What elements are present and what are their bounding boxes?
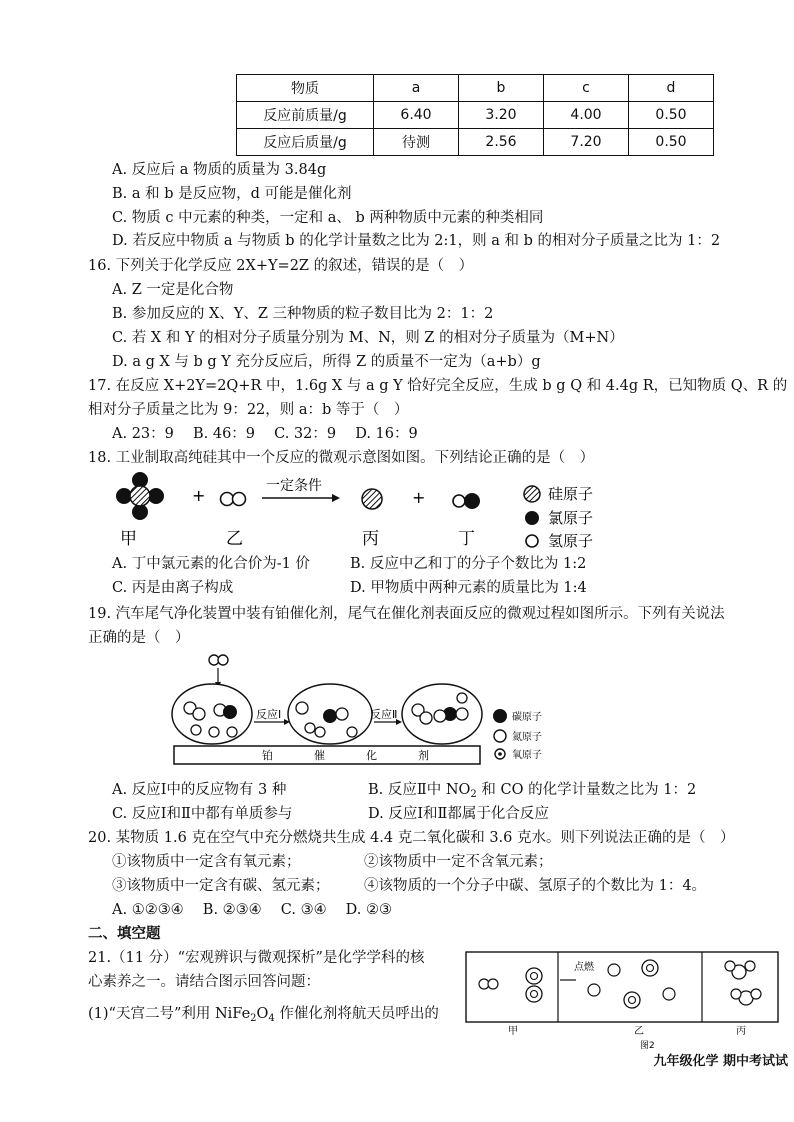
catalyst-label-3: 化 — [366, 749, 377, 762]
q18-reaction-diagram — [100, 472, 660, 552]
legend-o: 氧原子 — [512, 750, 542, 761]
table-header: d — [629, 75, 714, 102]
table-row — [237, 129, 714, 156]
q18-option-c: C. 丙是由离子构成 — [112, 580, 234, 596]
table-cell: 7.20 — [544, 129, 629, 156]
legend-cl: 氯原子 — [548, 509, 594, 527]
molecule-bing — [362, 489, 382, 509]
q17-stem-line2: 相对分子质量之比为 9：22，则 a：b 等于（ ） — [88, 402, 409, 418]
q21-line3: (1)“天宫二号”利用 $NiFe_2O_4$ 作催化剂将航天员呼出的 — [88, 1006, 439, 1024]
fig-arrow-label: 点燃 — [574, 962, 594, 973]
plus-sign: + — [192, 486, 206, 505]
q20-options: A. ①②③④ B. ②③④ C. ③④ D. ②③ — [112, 902, 393, 918]
q18-option-d: D. 甲物质中两种元素的质量比为 1:4 — [350, 580, 587, 596]
catalyst-label-1: 铂 — [262, 749, 273, 762]
q16-option-a: A. Z 一定是化合物 — [112, 282, 234, 298]
molecule-ding — [453, 493, 480, 509]
catalyst-bar — [174, 746, 480, 764]
table-cell: 待测 — [374, 129, 459, 156]
q21-figure — [464, 950, 782, 1050]
table-header: c — [544, 75, 629, 102]
legend-c: 碳原子 — [512, 712, 542, 723]
table-cell: 0.50 — [629, 102, 714, 129]
q16-option-c: C. 若 X 和 Y 的相对分子质量分别为 M、N，则 Z 的相对分子质量为（M+N） — [112, 330, 624, 346]
q19-option-b: B. 反应Ⅱ中 $NO_2$ 和 CO 的化学计量数之比为 1：2 — [368, 782, 697, 800]
table-cell: 6.40 — [374, 102, 459, 129]
legend-si: 硅原子 — [548, 485, 594, 503]
q17-options: A. 23：9 B. 46：9 C. 32：9 D. 16：9 — [112, 426, 418, 442]
legend-h-icon — [526, 535, 538, 547]
table-cell: 反应后质量/g — [237, 129, 374, 156]
legend-cl-icon — [525, 511, 539, 525]
reaction-condition: 一定条件 — [266, 478, 322, 494]
q21-line2: 心素养之一。请结合图示回答问题： — [88, 974, 320, 990]
table-header: b — [459, 75, 544, 102]
q15-option-b: B. a 和 b 是反应物，d 可能是催化剂 — [112, 186, 352, 202]
q19-catalyst-diagram — [170, 652, 590, 772]
q20-stem: 20. 某物质 1.6 克在空气中充分燃烧共生成 4.4 克二氧化碳和 3.6 克水。则下列说法正确的是（ ） — [88, 830, 735, 846]
q16-option-b: B. 参加反应的 X、Y、Z 三种物质的粒子数目比为 2：1：2 — [112, 306, 494, 322]
q16-option-d: D. a g X 与 b g Y 充分反应后，所得 Z 的质量不一定为（a+b）g — [112, 354, 541, 370]
molecule-jia — [116, 472, 164, 520]
table-cell: 3.20 — [459, 102, 544, 129]
legend-h: 氢原子 — [548, 532, 594, 550]
table-cell: 4.00 — [544, 102, 629, 129]
mass-table — [236, 74, 714, 156]
table-cell: 0.50 — [629, 129, 714, 156]
page-footer: 九年级化学 期中考试试 — [653, 1054, 788, 1069]
q17-stem-line1: 17. 在反应 X+2Y=2Q+R 中，1.6g X 与 a g Y 恰好完全反应，生成 b g Q 和 4.4g R，已知物质 Q、R 的 — [88, 378, 788, 394]
table-row — [237, 102, 714, 129]
catalyst-label-2: 催 — [314, 749, 325, 762]
q20-statement-1: ①该物质中一定含有氧元素； — [112, 854, 301, 870]
table-header: a — [374, 75, 459, 102]
fig-caption: 图2 — [640, 1041, 655, 1050]
q18-stem: 18. 工业制取高纯硅其中一个反应的微观示意图如图。下列结论正确的是（ ） — [88, 450, 595, 466]
q21-line1: 21.（11 分）“宏观辨识与微观探析”是化学学科的核 — [88, 950, 425, 966]
table-cell: 反应前质量/g — [237, 102, 374, 129]
q18-option-b: B. 反应中乙和丁的分子个数比为 1:2 — [350, 556, 587, 572]
fig-label-bing: 丙 — [736, 1026, 746, 1037]
q15-option-d: D. 若反应中物质 a 与物质 b 的化学计量数之比为 2:1，则 a 和 b 的相对分子质量之比为 1：2 — [112, 233, 721, 249]
label-jia: 甲 — [120, 529, 137, 549]
q19-stem-line2: 正确的是（ ） — [88, 630, 190, 646]
legend-n: 氮原子 — [512, 732, 542, 743]
catalyst-label-4: 剂 — [418, 749, 429, 762]
legend-n-icon — [494, 730, 506, 742]
q20-statement-3: ③该物质中一定含有碳、氢元素； — [112, 878, 330, 894]
table-header: 物质 — [237, 75, 374, 102]
section-heading: 二、填空题 — [88, 925, 161, 942]
label-bing: 丙 — [362, 529, 379, 549]
table-cell: 2.56 — [459, 129, 544, 156]
q19-option-d: D. 反应Ⅰ和Ⅱ都属于化合反应 — [368, 806, 549, 822]
q19-stem-line1: 19. 汽车尾气净化装置中装有铂催化剂，尾气在催化剂表面反应的微观过程如图所示。下列有关说法 — [88, 606, 725, 622]
fig-label-jia: 甲 — [508, 1026, 518, 1037]
table-header-row — [237, 75, 714, 102]
q20-statement-2: ②该物质中一定不含氧元素； — [364, 854, 553, 870]
legend-si-icon — [524, 486, 540, 502]
legend-c-icon — [493, 709, 507, 723]
q19-option-a: A. 反应Ⅰ中的反应物有 3 种 — [112, 782, 287, 798]
label-ding: 丁 — [458, 529, 475, 549]
q18-option-a: A. 丁中氯元素的化合价为-1 价 — [112, 556, 310, 572]
q20-statement-4: ④该物质的一个分子中碳、氢原子的个数比为 1：4。 — [364, 878, 707, 894]
step-1-label: 反应Ⅰ — [256, 708, 282, 721]
molecule-yi — [221, 493, 246, 506]
step-2-label: 反应Ⅱ — [370, 708, 398, 721]
q15-option-a: A. 反应后 a 物质的质量为 3.84g — [112, 162, 327, 178]
q19-option-c: C. 反应Ⅰ和Ⅱ中都有单质参与 — [112, 806, 293, 822]
q16-stem: 16. 下列关于化学反应 2X+Y=2Z 的叙述，错误的是（ ） — [88, 258, 474, 274]
q15-option-c: C. 物质 c 中元素的种类，一定和 a、 b 两种物质中元素的种类相同 — [112, 210, 544, 226]
label-yi: 乙 — [226, 529, 243, 549]
fig-label-yi: 乙 — [634, 1026, 644, 1037]
svg-text:+: + — [412, 488, 426, 507]
